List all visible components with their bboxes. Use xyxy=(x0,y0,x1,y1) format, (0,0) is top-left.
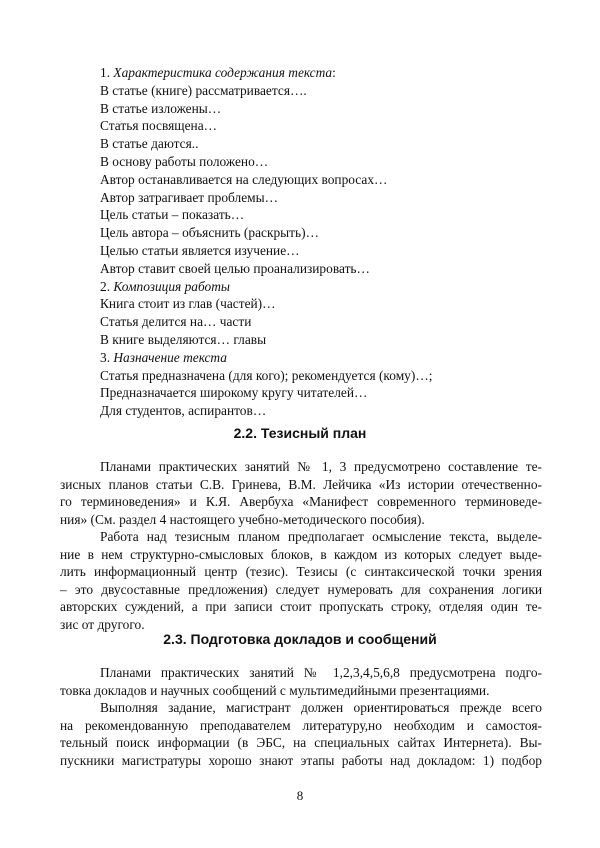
list-line: В статье даются.. xyxy=(100,136,199,152)
paragraph-reports-1 xyxy=(60,664,542,699)
section-heading-reports: 2.3. Подготовка докладов и сообщений xyxy=(163,631,437,647)
list-line: Статья предназначена (для кого); рекомендуется (кому)…; xyxy=(100,367,433,383)
paragraph-reports-2 xyxy=(60,699,542,769)
list-line: Цель статьи – показать… xyxy=(100,207,245,223)
paragraph-thesis-plan-2 xyxy=(60,528,542,634)
text-line: го терминоведения» и К.Я. Авербуха «Манифест современного терминоведе- xyxy=(60,494,542,510)
text-line: тельный поиск информации (в ЭБС, на специальных сайтах Интернета). Вы- xyxy=(60,735,542,751)
list-line: 3. Назначение текста xyxy=(100,349,227,365)
text-line: – это двусоставные предложения) следует нумеровать для сохранения логики xyxy=(60,581,542,597)
text-line: товка докладов и научных сообщений с мультимедийными презентациями. xyxy=(60,682,490,698)
paragraph-thesis-plan-1 xyxy=(60,458,542,528)
list-line: В статье изложены… xyxy=(100,100,222,116)
list-line: Статья посвящена… xyxy=(100,118,218,134)
list-line: Книга стоит из глав (частей)… xyxy=(100,296,276,312)
text-line: на рекомендованную преподавателем литературу,но необходим и самостоя- xyxy=(60,717,542,733)
list-line: Статья делится на… части xyxy=(100,314,252,330)
text-line: зисных планов статьи С.В. Гринева, В.М. Лейчика «Из истории отечественно- xyxy=(60,476,542,492)
section-heading-thesis-plan: 2.2. Тезисный план xyxy=(233,425,367,441)
list-line: 2. Композиция работы xyxy=(100,278,230,294)
text-line: авторских суждений, а при записи стоит пропускать строку, отделяя один те- xyxy=(60,599,542,615)
text-line: ния» (См. раздел 4 настоящего учебно-методического пособия). xyxy=(60,511,425,527)
text-line: зис от другого. xyxy=(60,616,145,632)
text-line: ние в нем структурно-смысловых блоков, в каждом из которых следует выде- xyxy=(60,546,542,562)
text-line: Работа над тезисным планом предполагает осмысление текста, выделе- xyxy=(100,529,542,544)
list-line: В основу работы положено… xyxy=(100,153,269,169)
text-line: Выполняя задание, магистрант должен ориентироваться прежде всего xyxy=(100,700,542,715)
list-line: Автор затрагивает проблемы… xyxy=(100,189,279,205)
list-line: Автор останавливается на следующих вопросах… xyxy=(100,171,388,187)
phrase-list xyxy=(100,64,520,420)
list-line: Автор ставит своей целью проанализировать… xyxy=(100,260,370,276)
list-line: В статье (книге) рассматривается…. xyxy=(100,82,307,98)
text-line: пускники магистратуры хорошо знают этапы работы над докладом: 1) подбор xyxy=(60,752,542,768)
list-line: Предназначается широкому кругу читателей… xyxy=(100,385,368,401)
list-line: Цель автора – объяснить (раскрыть)… xyxy=(100,225,319,241)
list-line: 1. Характеристика содержания текста: xyxy=(100,65,336,80)
list-line: В книге выделяются… главы xyxy=(100,331,267,347)
text-line: лить информационный центр (тезис). Тезисы (с синтаксической точки зрения xyxy=(60,564,542,580)
text-line: Планами практических занятий № 1, 3 предусмотрено составление те- xyxy=(100,459,542,474)
list-line: Для студентов, аспирантов… xyxy=(100,403,267,419)
page-number: 8 xyxy=(296,788,304,803)
text-line: Планами практических занятий № 1,2,3,4,5,6,8 предусмотрена подго- xyxy=(100,665,542,680)
list-line: Целью статьи является изучение… xyxy=(100,242,300,258)
